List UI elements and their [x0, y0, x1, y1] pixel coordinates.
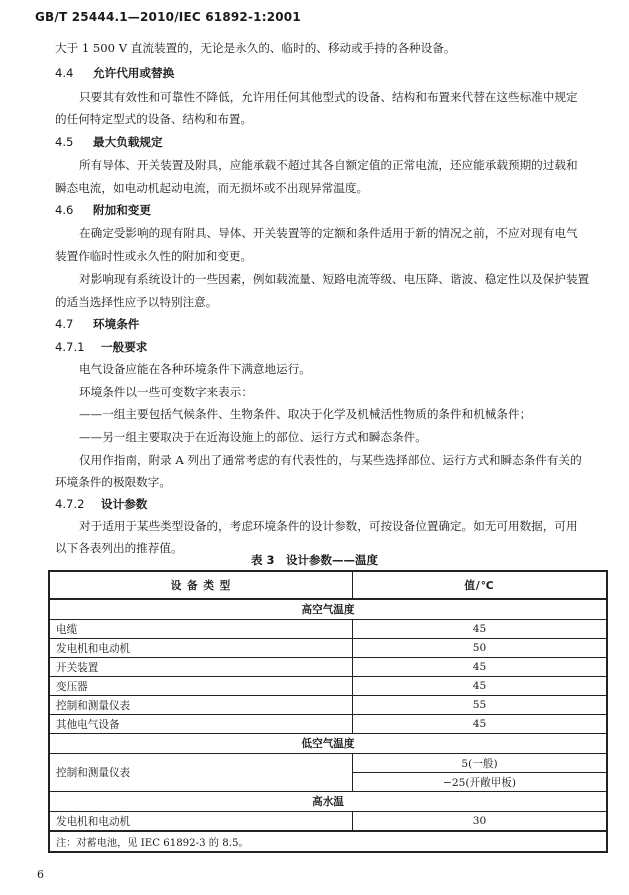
table-row	[49, 658, 607, 677]
value-cell: 45	[353, 620, 608, 639]
section-heading-4-7-1: 4.7.1 一般要求	[55, 340, 148, 354]
table-row	[49, 639, 607, 658]
paragraph: 瞬态电流，如电动机起动电流，而无损坏或不出现异常温度。	[55, 181, 369, 195]
value-cell: 45	[353, 677, 608, 696]
value-cell: 45	[353, 715, 608, 734]
group-header-low-air: 低空气温度	[49, 734, 607, 754]
paragraph: 环境条件的极限数字。	[55, 475, 171, 489]
design-parameters-temperature-table	[48, 570, 608, 853]
column-header-equipment: 设 备 类 型	[49, 571, 353, 599]
value-cell: 30	[353, 812, 608, 832]
equipment-cell: 变压器	[49, 677, 353, 696]
table-row	[49, 696, 607, 715]
value-cell: 50	[353, 639, 608, 658]
list-item: ——另一组主要取决于在近海设施上的部位、运行方式和瞬态条件。	[79, 430, 427, 444]
equipment-cell: 其他电气设备	[49, 715, 353, 734]
equipment-cell: 开关装置	[49, 658, 353, 677]
section-heading-4-6: 4.6 附加和变更	[55, 203, 151, 217]
paragraph: 电气设备应能在各种环境条件下满意地运行。	[79, 362, 311, 376]
section-heading-4-5: 4.5 最大负载规定	[55, 135, 163, 149]
column-header-value: 值/℃	[353, 571, 608, 599]
group-header-high-air: 高空气温度	[49, 599, 607, 620]
table-row	[49, 620, 607, 639]
table-row	[49, 715, 607, 734]
section-heading-4-7-2: 4.7.2 设计参数	[55, 497, 148, 511]
paragraph: 对影响现有系统设计的一些因素，例如载流量、短路电流等级、电压降、谐波、稳定性以及保护装置	[79, 272, 590, 286]
table-row	[49, 754, 607, 773]
value-cell: 55	[353, 696, 608, 715]
table-row	[49, 812, 607, 832]
group-header-high-water: 高水温	[49, 792, 607, 812]
paragraph: 大于 1 500 V 直流装置的，无论是永久的、临时的、移动或手持的各种设备。	[55, 41, 456, 55]
equipment-cell: 控制和测量仪表	[49, 754, 353, 792]
document-header: GB/T 25444.1—2010/IEC 61892-1:2001	[35, 10, 301, 24]
table-note: 注：对蓄电池，见 IEC 61892-3 的 8.5。	[49, 831, 607, 852]
list-item: ——一组主要包括气候条件、生物条件、取决于化学及机械活性物质的条件和机械条件；	[79, 407, 532, 421]
paragraph: 对于适用于某些类型设备的，考虑环境条件的设计参数，可按设备位置确定。如无可用数据，可用	[79, 519, 578, 533]
equipment-cell: 控制和测量仪表	[49, 696, 353, 715]
paragraph: 以下各表列出的推荐值。	[55, 541, 183, 555]
paragraph: 的适当选择性应予以特别注意。	[55, 295, 218, 309]
paragraph: 只要其有效性和可靠性不降低，允许用任何其他型式的设备、结构和布置来代替在这些标准中规定	[79, 90, 578, 104]
table-caption: 表 3 设计参数——温度	[250, 553, 378, 567]
paragraph: 的任何特定型式的设备、结构和布置。	[55, 112, 253, 126]
table-row	[49, 677, 607, 696]
paragraph: 在确定受影响的现有附具、导体、开关装置等的定额和条件适用于新的情况之前，不应对现有电气	[79, 226, 578, 240]
page-number: 6	[37, 868, 44, 881]
value-cell: −25(开敞甲板)	[353, 773, 608, 792]
equipment-cell: 发电机和电动机	[49, 812, 353, 832]
value-cell: 5(一般)	[353, 754, 608, 773]
section-heading-4-4: 4.4 允许代用或替换	[55, 66, 175, 80]
value-cell: 45	[353, 658, 608, 677]
equipment-cell: 电缆	[49, 620, 353, 639]
paragraph: 环境条件以一些可变数字来表示：	[79, 385, 253, 399]
paragraph: 仅用作指南，附录 A 列出了通常考虑的有代表性的，与某些选择部位、运行方式和瞬态条件有关的	[79, 453, 582, 467]
equipment-cell: 发电机和电动机	[49, 639, 353, 658]
paragraph: 所有导体、开关装置及附具，应能承载不超过其各自额定值的正常电流，还应能承载预期的过载和	[79, 158, 578, 172]
section-heading-4-7: 4.7 环境条件	[55, 317, 140, 331]
paragraph: 装置作临时性或永久性的附加和变更。	[55, 249, 253, 263]
